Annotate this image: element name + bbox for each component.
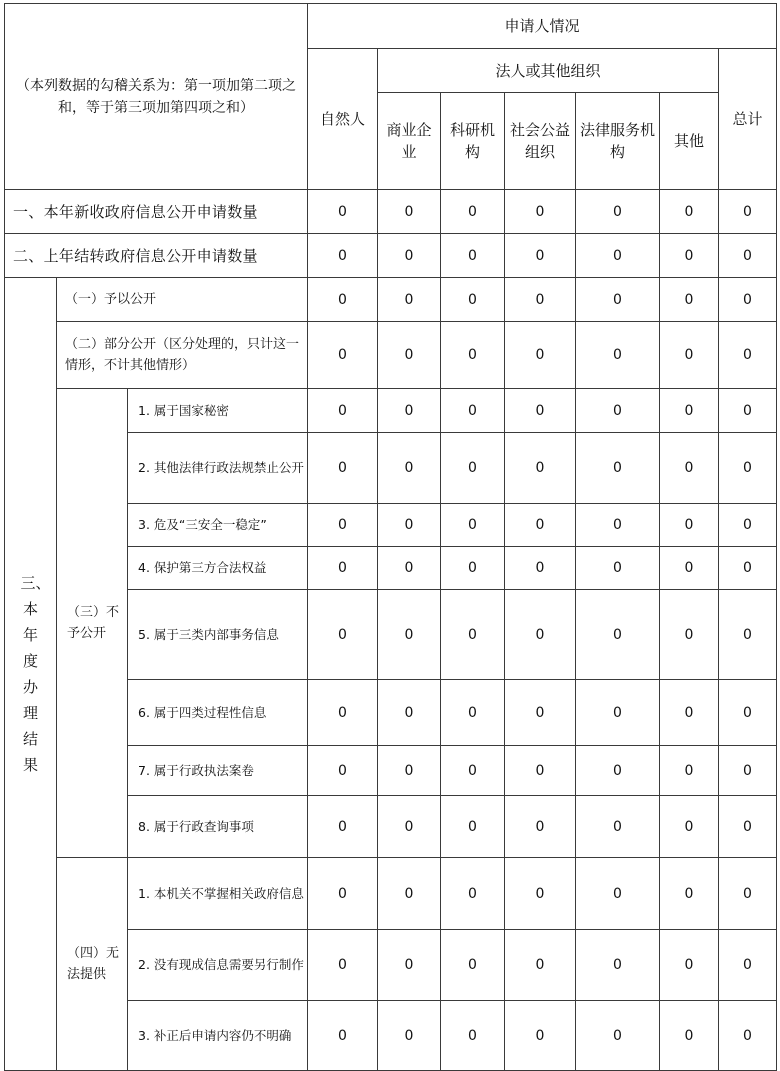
value-cell: 0: [441, 278, 505, 322]
value-cell: 0: [576, 504, 660, 547]
value-cell: 0: [441, 389, 505, 433]
value-cell: 0: [576, 680, 660, 746]
value-cell: 0: [505, 190, 576, 234]
value-cell: 0: [378, 190, 441, 234]
disclosure-stats-table: [4, 3, 777, 1071]
row-label: 3. 危及“三安全一稳定”: [128, 504, 308, 547]
value-cell: 0: [308, 504, 378, 547]
value-cell: 0: [308, 190, 378, 234]
value-cell: 0: [441, 547, 505, 590]
table-row: [5, 858, 777, 930]
total-header: 总计: [719, 49, 777, 190]
value-cell: 0: [441, 858, 505, 930]
natural-person-label: 自然人: [319, 110, 365, 128]
value-cell: 0: [378, 858, 441, 930]
section3-label-cell: [5, 278, 57, 1071]
value-cell: 0: [660, 433, 719, 504]
value-cell: 0: [505, 389, 576, 433]
value-cell: 0: [378, 278, 441, 322]
value-cell: 0: [719, 547, 777, 590]
value-cell: 0: [308, 1001, 378, 1071]
table-row: [5, 278, 777, 322]
row-label: 7. 属于行政执法案卷: [128, 746, 308, 796]
value-cell: 0: [660, 190, 719, 234]
row-label: 4. 保护第三方合法权益: [128, 547, 308, 590]
value-cell: 0: [378, 930, 441, 1001]
value-cell: 0: [441, 1001, 505, 1071]
value-cell: 0: [308, 680, 378, 746]
value-cell: 0: [378, 504, 441, 547]
natural-person-header: [308, 49, 378, 190]
value-cell: 0: [660, 590, 719, 680]
value-cell: 0: [576, 1001, 660, 1071]
value-cell: 0: [308, 858, 378, 930]
value-cell: 0: [505, 680, 576, 746]
row-label: 2. 其他法律行政法规禁止公开: [128, 433, 308, 504]
value-cell: 0: [576, 278, 660, 322]
value-cell: 0: [505, 858, 576, 930]
deny-group-cell: [57, 389, 128, 858]
value-cell: 0: [719, 389, 777, 433]
value-cell: 0: [505, 796, 576, 858]
value-cell: 0: [308, 746, 378, 796]
value-cell: 0: [378, 234, 441, 278]
unable-group-cell: [57, 858, 128, 1071]
value-cell: 0: [505, 504, 576, 547]
value-cell: 0: [660, 930, 719, 1001]
value-cell: 0: [378, 433, 441, 504]
row-label: 2. 没有现成信息需要另行制作: [128, 930, 308, 1001]
value-cell: 0: [660, 796, 719, 858]
value-cell: 0: [378, 389, 441, 433]
value-cell: 0: [660, 504, 719, 547]
table-row: [5, 389, 777, 433]
value-cell: 0: [660, 278, 719, 322]
value-cell: 0: [308, 796, 378, 858]
value-cell: 0: [378, 680, 441, 746]
value-cell: 0: [441, 190, 505, 234]
value-cell: 0: [576, 858, 660, 930]
value-cell: 0: [378, 547, 441, 590]
value-cell: 0: [505, 234, 576, 278]
value-cell: 0: [378, 590, 441, 680]
row-label: 6. 属于四类过程性信息: [128, 680, 308, 746]
value-cell: 0: [378, 1001, 441, 1071]
row-label: 二、上年结转政府信息公开申请数量: [5, 234, 308, 278]
row-label: 5. 属于三类内部事务信息: [128, 590, 308, 680]
value-cell: 0: [441, 930, 505, 1001]
research-header: 科研机构: [441, 93, 505, 190]
value-cell: 0: [719, 680, 777, 746]
value-cell: 0: [719, 796, 777, 858]
value-cell: 0: [308, 389, 378, 433]
row-label: 1. 属于国家秘密: [128, 389, 308, 433]
value-cell: 0: [660, 858, 719, 930]
value-cell: 0: [505, 278, 576, 322]
value-cell: 0: [441, 680, 505, 746]
value-cell: 0: [441, 796, 505, 858]
value-cell: 0: [505, 433, 576, 504]
row-label: 8. 属于行政查询事项: [128, 796, 308, 858]
value-cell: 0: [441, 234, 505, 278]
value-cell: 0: [308, 234, 378, 278]
value-cell: 0: [576, 389, 660, 433]
applicant-header: 申请人情况: [308, 4, 777, 49]
value-cell: 0: [441, 322, 505, 389]
value-cell: 0: [378, 746, 441, 796]
value-cell: 0: [308, 278, 378, 322]
row-label: （二）部分公开（区分处理的，只计这一情形，不计其他情形）: [57, 322, 308, 389]
value-cell: 0: [308, 433, 378, 504]
value-cell: 0: [660, 680, 719, 746]
section3-label: 三、本年度办理结果: [20, 574, 51, 774]
value-cell: 0: [719, 590, 777, 680]
value-cell: 0: [660, 1001, 719, 1071]
value-cell: 0: [660, 389, 719, 433]
legal-service-header: 法律服务机构: [576, 93, 660, 190]
other-header: 其他: [660, 93, 719, 190]
value-cell: 0: [576, 190, 660, 234]
value-cell: 0: [660, 322, 719, 389]
row-label: 1. 本机关不掌握相关政府信息: [128, 858, 308, 930]
value-cell: 0: [576, 796, 660, 858]
legal-org-header: 法人或其他组织: [378, 49, 719, 93]
value-cell: 0: [719, 433, 777, 504]
value-cell: 0: [719, 746, 777, 796]
value-cell: 0: [378, 322, 441, 389]
value-cell: 0: [308, 547, 378, 590]
value-cell: 0: [719, 858, 777, 930]
value-cell: 0: [576, 746, 660, 796]
social-welfare-header: 社会公益组织: [505, 93, 576, 190]
value-cell: 0: [719, 278, 777, 322]
table-row: [5, 322, 777, 389]
value-cell: 0: [660, 234, 719, 278]
value-cell: 0: [719, 1001, 777, 1071]
value-cell: 0: [378, 796, 441, 858]
unable-group-label: （四）无法提供: [67, 946, 120, 982]
value-cell: 0: [308, 322, 378, 389]
row-label: （一）予以公开: [57, 278, 308, 322]
note-header-cell: [5, 4, 308, 190]
row-label: 3. 补正后申请内容仍不明确: [128, 1001, 308, 1071]
value-cell: 0: [660, 746, 719, 796]
value-cell: 0: [719, 930, 777, 1001]
value-cell: 0: [719, 190, 777, 234]
table-row: [5, 190, 777, 234]
value-cell: 0: [441, 504, 505, 547]
value-cell: 0: [576, 930, 660, 1001]
value-cell: 0: [576, 322, 660, 389]
value-cell: 0: [576, 547, 660, 590]
value-cell: 0: [505, 590, 576, 680]
value-cell: 0: [308, 930, 378, 1001]
value-cell: 0: [441, 746, 505, 796]
value-cell: 0: [441, 433, 505, 504]
value-cell: 0: [308, 590, 378, 680]
row-label: 一、本年新收政府信息公开申请数量: [5, 190, 308, 234]
value-cell: 0: [576, 590, 660, 680]
value-cell: 0: [719, 322, 777, 389]
value-cell: 0: [576, 433, 660, 504]
value-cell: 0: [576, 234, 660, 278]
table-row: [5, 234, 777, 278]
value-cell: 0: [505, 746, 576, 796]
value-cell: 0: [505, 1001, 576, 1071]
commercial-header: 商业企业: [378, 93, 441, 190]
value-cell: 0: [719, 234, 777, 278]
disclosure-table-container: [4, 3, 777, 1071]
value-cell: 0: [719, 504, 777, 547]
deny-group-label: （三）不予公开: [67, 605, 120, 641]
value-cell: 0: [505, 322, 576, 389]
value-cell: 0: [505, 930, 576, 1001]
value-cell: 0: [441, 590, 505, 680]
value-cell: 0: [660, 547, 719, 590]
note-text: （本列数据的勾稽关系为：第一项加第二项之和，等于第三项加第四项之和）: [16, 77, 296, 116]
value-cell: 0: [505, 547, 576, 590]
